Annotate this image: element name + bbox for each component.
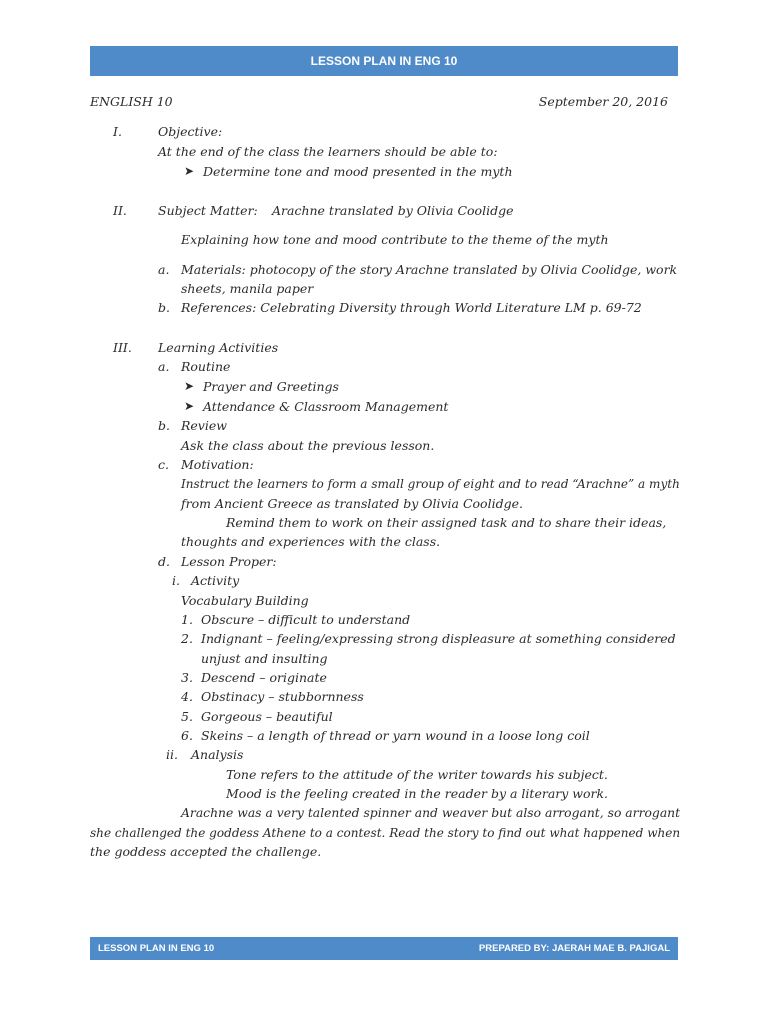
section-heading: Subject Matter:: [158, 203, 258, 218]
analysis-heading: Analysis: [191, 747, 244, 762]
section-heading: Objective:: [158, 124, 223, 139]
vocab-number: 4.: [181, 689, 193, 704]
review-heading: Review: [181, 418, 227, 433]
vocab-number: 6.: [181, 728, 193, 743]
paragraph-text: Arachne was a very talented spinner and weaver but also arrogant, so arrogant: [181, 805, 681, 820]
activity-heading: Activity: [191, 573, 240, 588]
tone-text: Tone refers to the attitude of the writer towards his subject.: [226, 767, 608, 782]
vocab-item: Descend – originate: [201, 670, 327, 685]
list-label: a.: [158, 359, 170, 374]
list-label: a.: [158, 262, 170, 277]
header-banner: [90, 46, 678, 76]
list-label: b.: [158, 300, 170, 315]
subject-title: Arachne translated by Olivia Coolidge: [272, 203, 514, 218]
paragraph-text: she challenged the goddess Athene to a contest. Read the story to find out what happened when: [90, 825, 681, 840]
objective-item: Determine tone and mood presented in the myth: [203, 164, 513, 179]
motivation-text: Remind them to work on their assigned task and to share their ideas,: [226, 515, 667, 530]
list-label: ii.: [166, 747, 178, 762]
date-label: September 20, 2016: [538, 94, 668, 109]
routine-item: Attendance & Classroom Management: [203, 399, 449, 414]
vocab-item: Indignant – feeling/expressing strong displeasure at something considered: [201, 631, 676, 646]
section-number: I.: [113, 124, 122, 139]
list-label: d.: [158, 554, 170, 569]
vocab-number: 5.: [181, 709, 193, 724]
section-number: II.: [113, 203, 127, 218]
vocab-number: 2.: [181, 631, 193, 646]
section-number: III.: [113, 340, 132, 355]
routine-item: Prayer and Greetings: [203, 379, 339, 394]
list-label: c.: [158, 457, 169, 472]
page-title: LESSON PLAN IN ENG 10: [310, 54, 458, 68]
motivation-text: from Ancient Greece as translated by Olivia Coolidge.: [181, 496, 523, 511]
vocab-heading: Vocabulary Building: [181, 593, 309, 608]
vocab-number: 1.: [181, 612, 193, 627]
motivation-heading: Motivation:: [181, 457, 254, 472]
vocab-item: Obscure – difficult to understand: [201, 612, 411, 627]
references-text: References: Celebrating Diversity through World Literature LM p. 69-72: [181, 300, 642, 315]
vocab-item: unjust and insulting: [201, 651, 328, 666]
arrow-bullet-icon: ➤: [184, 399, 195, 413]
mood-text: Mood is the feeling created in the reader by a literary work.: [226, 786, 609, 801]
vocab-item: Obstinacy – stubbornness: [201, 689, 364, 704]
materials-text: sheets, manila paper: [181, 281, 314, 296]
motivation-text: thoughts and experiences with the class.: [181, 534, 441, 549]
footer-right-text: PREPARED BY: JAERAH MAE B. PAJIGAL: [478, 943, 670, 954]
footer-left-text: LESSON PLAN IN ENG 10: [98, 943, 215, 954]
list-label: i.: [172, 573, 180, 588]
materials-text: Materials: photocopy of the story Arachne translated by Olivia Coolidge, work: [181, 262, 678, 277]
vocab-item: Skeins – a length of thread or yarn wound in a loose long coil: [201, 728, 590, 743]
motivation-text: Instruct the learners to form a small group of eight and to read “Arachne” a myth: [181, 476, 680, 491]
arrow-bullet-icon: ➤: [184, 164, 195, 178]
lesson-proper-heading: Lesson Proper:: [181, 554, 277, 569]
list-label: b.: [158, 418, 170, 433]
objective-intro: At the end of the class the learners should be able to:: [158, 144, 498, 159]
footer-banner: [90, 937, 678, 960]
review-text: Ask the class about the previous lesson.: [181, 438, 435, 453]
section-heading: Learning Activities: [158, 340, 279, 355]
paragraph-text: the goddess accepted the challenge.: [90, 844, 322, 859]
subject-explain: Explaining how tone and mood contribute to the theme of the myth: [181, 232, 609, 247]
vocab-number: 3.: [181, 670, 193, 685]
arrow-bullet-icon: ➤: [184, 379, 195, 393]
vocab-item: Gorgeous – beautiful: [201, 709, 333, 724]
subject-label: ENGLISH 10: [90, 94, 173, 109]
routine-heading: Routine: [181, 359, 231, 374]
